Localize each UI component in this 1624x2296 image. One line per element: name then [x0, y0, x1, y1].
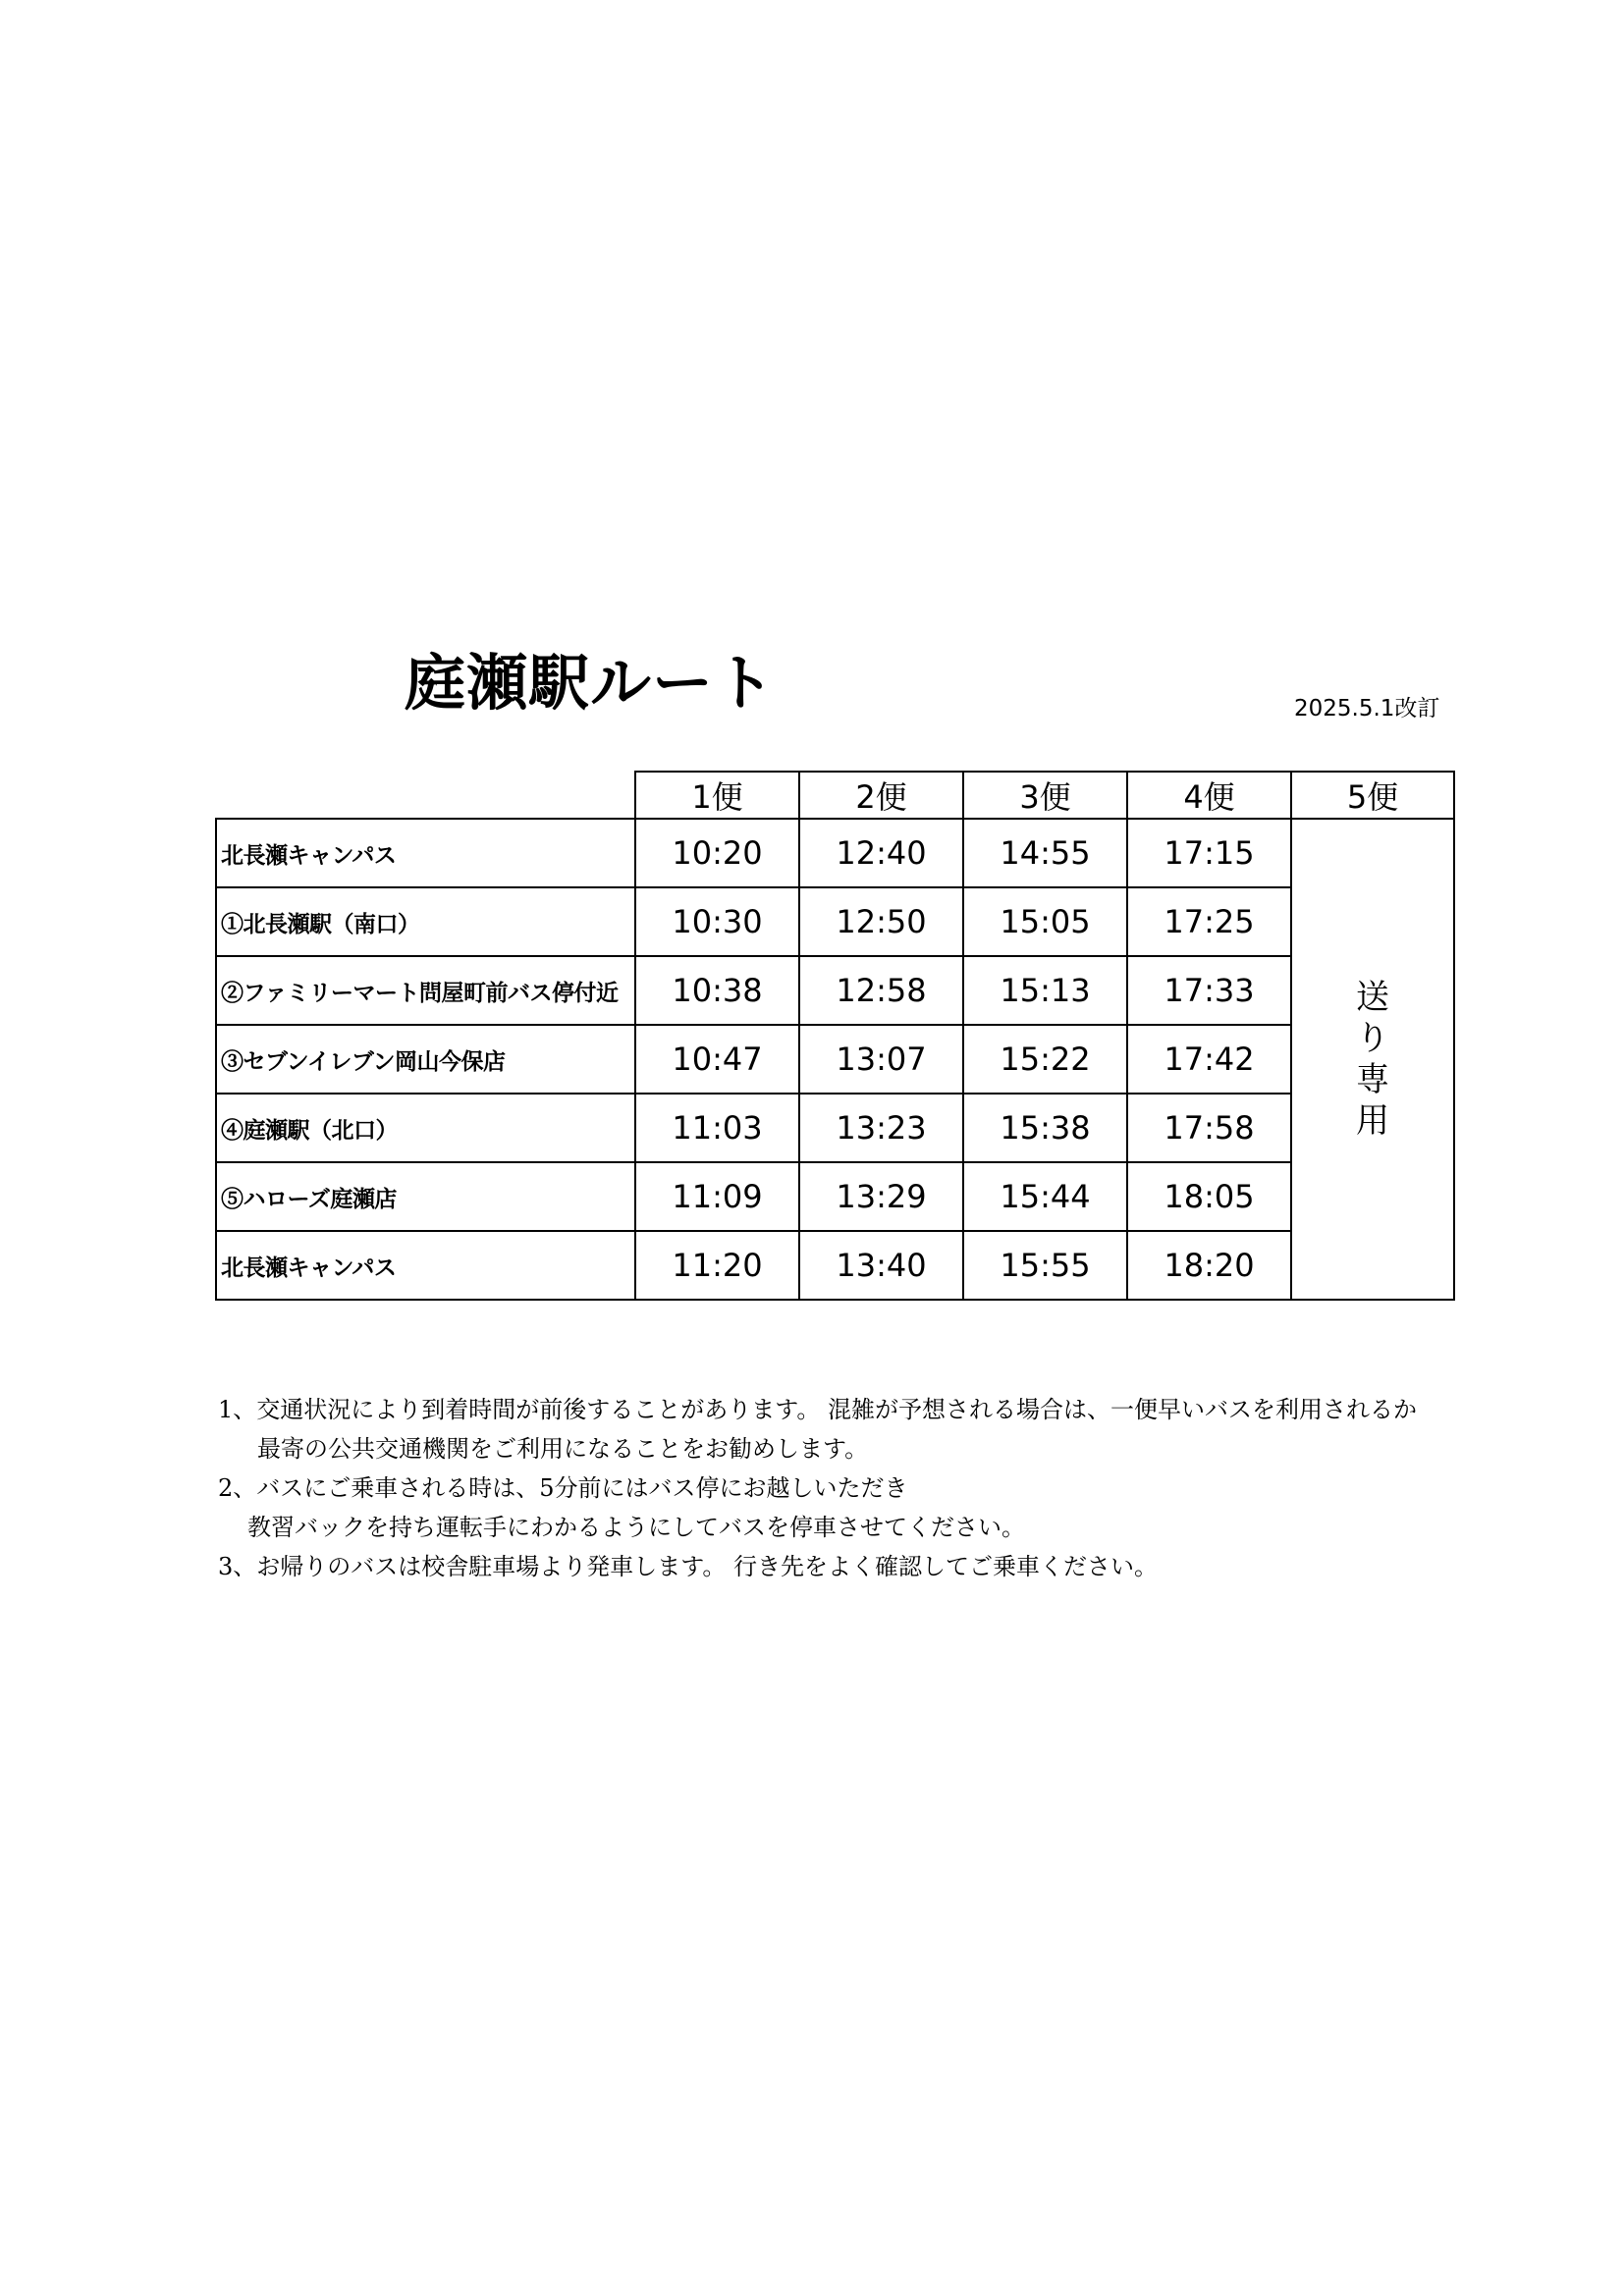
column-header-trip-2: 2便 [799, 772, 963, 819]
stop-name: ③セブンイレブン岡山今保店 [216, 1025, 635, 1094]
departure-time: 11:03 [635, 1094, 799, 1162]
column-header-trip-4: 4便 [1127, 772, 1291, 819]
stop-name: ①北長瀬駅（南口） [216, 887, 635, 956]
departure-time: 17:25 [1127, 887, 1291, 956]
column-header-trip-1: 1便 [635, 772, 799, 819]
departure-time: 12:40 [799, 819, 963, 887]
departure-time: 11:20 [635, 1231, 799, 1300]
revision-date: 2025.5.1改訂 [1294, 696, 1440, 721]
departure-time: 18:20 [1127, 1231, 1291, 1300]
note-line: 教習バックを持ち運転手にわかるようにしてバスを停車させてください。 [247, 1514, 1025, 1541]
table-row [216, 1162, 1454, 1231]
departure-time: 12:58 [799, 956, 963, 1025]
fifth-trip-send-only-cell [1291, 819, 1454, 1300]
departure-time: 17:33 [1127, 956, 1291, 1025]
note-line: 1、交通状況により到着時間が前後することがあります。 混雑が予想される場合は、一便早いバスを利用されるか [218, 1396, 1417, 1423]
departure-time: 10:47 [635, 1025, 799, 1094]
departure-time: 15:22 [963, 1025, 1127, 1094]
timetable-header-row [216, 772, 1454, 819]
table-row [216, 887, 1454, 956]
notes-section [218, 1390, 1417, 1586]
column-header-trip-3: 3便 [963, 772, 1127, 819]
table-row [216, 819, 1454, 887]
departure-time: 17:15 [1127, 819, 1291, 887]
stop-name: ②ファミリーマート問屋町前バス停付近 [216, 956, 635, 1025]
departure-time: 10:38 [635, 956, 799, 1025]
note-line: 3、お帰りのバスは校舎駐車場より発車します。 行き先をよく確認してご乗車ください。 [218, 1553, 1158, 1580]
column-header-trip-5: 5便 [1291, 772, 1454, 819]
table-row [216, 1094, 1454, 1162]
departure-time: 15:55 [963, 1231, 1127, 1300]
departure-time: 17:42 [1127, 1025, 1291, 1094]
departure-time: 13:40 [799, 1231, 963, 1300]
table-row [216, 1231, 1454, 1300]
page-title: 庭瀬駅ルート [405, 647, 777, 719]
header-blank-cell [216, 772, 635, 819]
departure-time: 15:44 [963, 1162, 1127, 1231]
departure-time: 13:07 [799, 1025, 963, 1094]
departure-time: 17:58 [1127, 1094, 1291, 1162]
note-line: 2、バスにご乗車される時は、5分前にはバス停にお越しいただき [218, 1474, 908, 1502]
stop-name: ④庭瀬駅（北口） [216, 1094, 635, 1162]
departure-time: 14:55 [963, 819, 1127, 887]
table-row [216, 956, 1454, 1025]
note-line: 最寄の公共交通機関をご利用になることをお勧めします。 [257, 1435, 869, 1463]
stop-name: ⑤ハローズ庭瀬店 [216, 1162, 635, 1231]
departure-time: 10:20 [635, 819, 799, 887]
departure-time: 11:09 [635, 1162, 799, 1231]
stop-name: 北長瀬キャンパス [216, 819, 635, 887]
departure-time: 15:38 [963, 1094, 1127, 1162]
departure-time: 15:05 [963, 887, 1127, 956]
stop-name: 北長瀬キャンパス [216, 1231, 635, 1300]
departure-time: 18:05 [1127, 1162, 1291, 1231]
departure-time: 10:30 [635, 887, 799, 956]
departure-time: 12:50 [799, 887, 963, 956]
departure-time: 15:13 [963, 956, 1127, 1025]
send-only-label: 送り専用 [1356, 978, 1389, 1141]
table-row [216, 1025, 1454, 1094]
departure-time: 13:23 [799, 1094, 963, 1162]
departure-time: 13:29 [799, 1162, 963, 1231]
timetable [215, 771, 1455, 1301]
